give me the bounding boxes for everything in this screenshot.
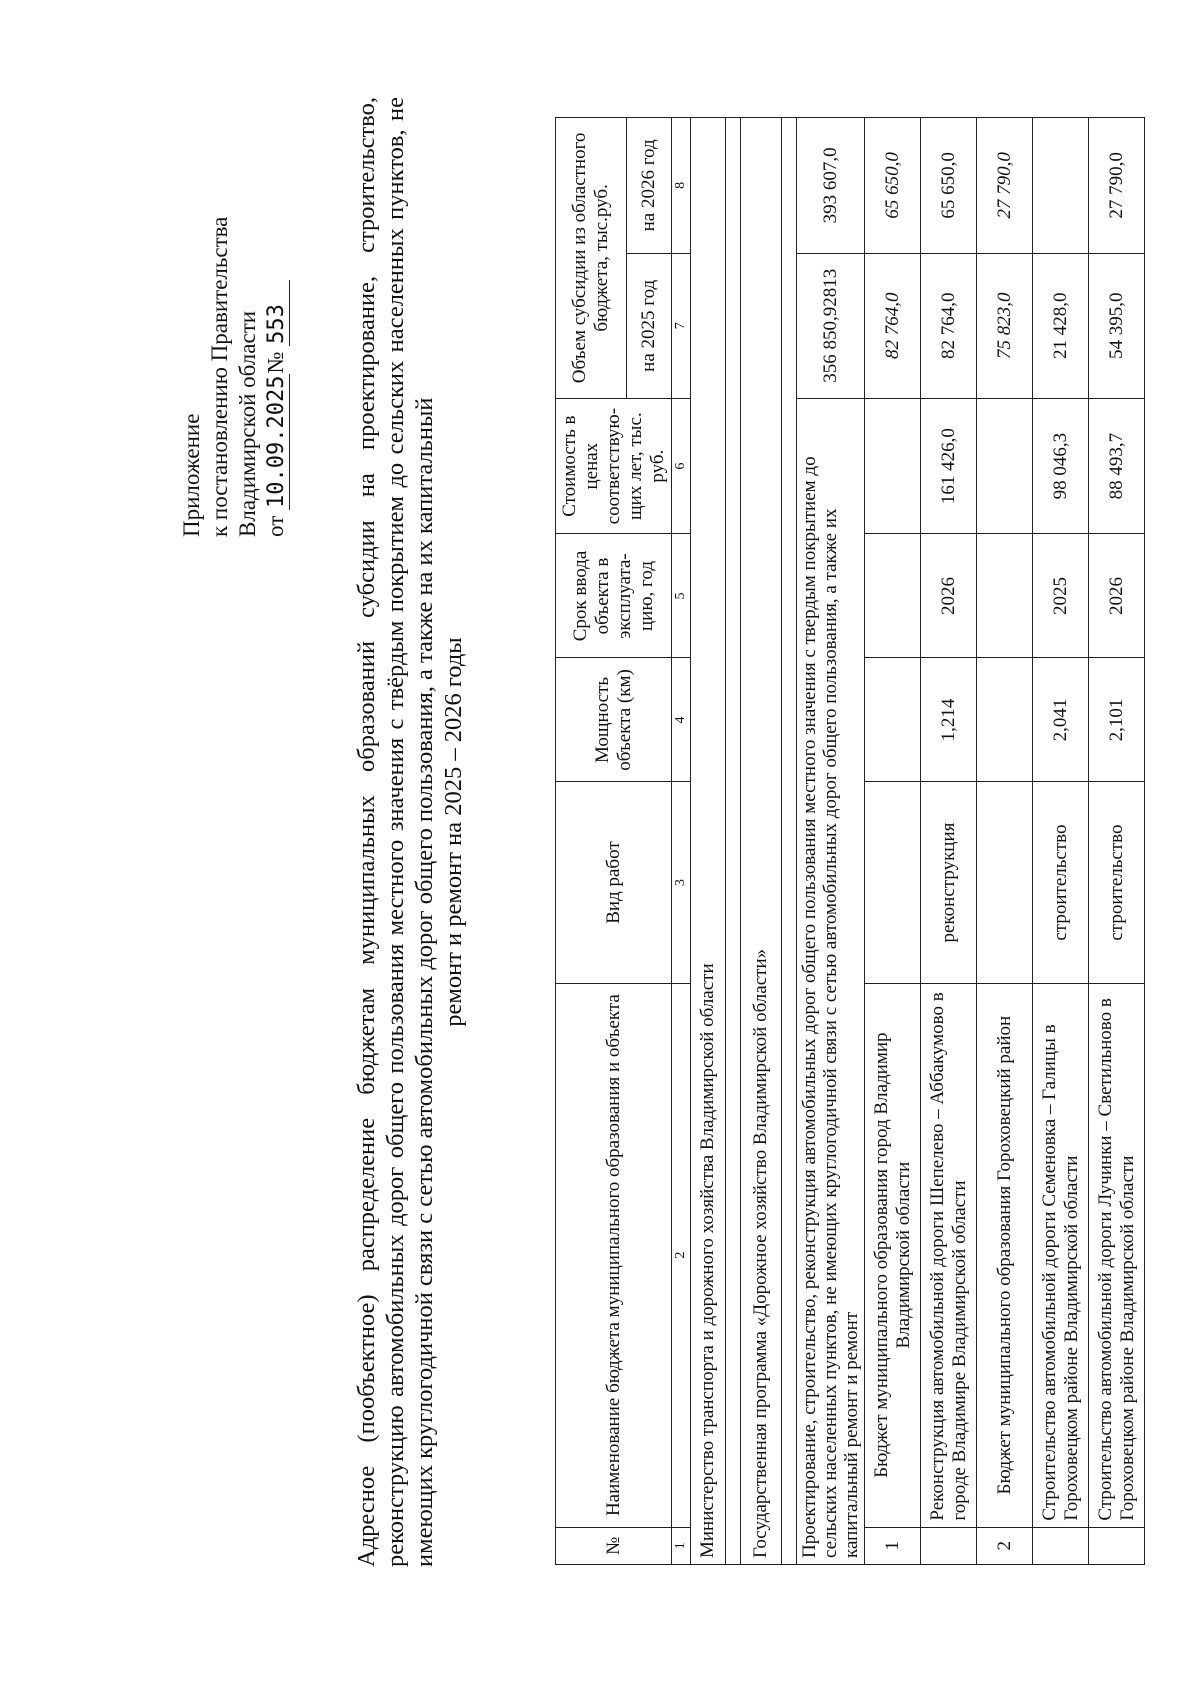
row-2025: 82 764,0	[865, 253, 921, 398]
row-capacity	[865, 658, 921, 782]
row-name: Реконструкция автомобильной дороги Шепелево – Аббакумово в городе Владимире Владимирской области	[921, 983, 977, 1527]
table-row-object	[921, 118, 977, 1565]
direction-2025: 356 850,92813	[797, 253, 865, 398]
table-row-budget	[977, 118, 1033, 1565]
col-number: 6	[672, 398, 691, 534]
row-work	[865, 782, 921, 983]
row-name: Бюджет муниципального образования Гороховецкий район	[977, 983, 1033, 1527]
header-capacity: Мощность объекта (км)	[556, 658, 672, 782]
row-work: строительство	[1033, 782, 1089, 983]
col-number: 5	[672, 534, 691, 658]
row-capacity: 2,041	[1033, 658, 1089, 782]
row-no	[1089, 1527, 1145, 1564]
header-cost: Стоимость в ценах соответствую-щих лет, тыс. руб.	[556, 398, 672, 534]
row-capacity: 1,214	[921, 658, 977, 782]
row-2026	[1033, 118, 1089, 254]
row-work	[977, 782, 1033, 983]
col-number: 3	[672, 782, 691, 983]
table-row-budget	[865, 118, 921, 1565]
row-capacity	[977, 658, 1033, 782]
table-row-object	[1033, 118, 1089, 1565]
row-name: Строительство автомобильной дороги Лучинки – Светильново в Гороховецком районе Владимирской области	[1089, 983, 1145, 1527]
ministry-row	[691, 118, 726, 1565]
row-no: 2	[977, 1527, 1033, 1564]
row-cost	[977, 398, 1033, 534]
header-name: Наименование бюджета муниципального образования и объекта	[556, 983, 672, 1527]
title-text: Адресное (пообъектное) распределение бюджетам муниципальных образований субсидии на проектирование, строительство, реконструкцию автомобильных дорог общего пользования местного значения с твёрдым покрытием до сельских населенных пунктов, не имеющих круглогодичной связи с сетью автомобильных дорог общего пользования, а также на их капитальный	[353, 97, 438, 1567]
header-no: №	[556, 1527, 672, 1564]
col-number: 2	[672, 983, 691, 1527]
row-term: 2026	[921, 534, 977, 658]
decree-number: 553	[265, 280, 290, 346]
row-term	[977, 534, 1033, 658]
row-2025: 82 764,0	[921, 253, 977, 398]
column-numbers-row	[672, 118, 691, 1565]
number-label: №	[263, 351, 288, 374]
row-cost: 98 046,3	[1033, 398, 1089, 534]
from-label: от	[263, 515, 288, 537]
row-2026: 65 650,0	[921, 118, 977, 254]
row-2025: 75 823,0	[977, 253, 1033, 398]
col-number: 7	[672, 253, 691, 398]
direction-2026: 393 607,0	[797, 118, 865, 254]
row-2025: 21 428,0	[1033, 253, 1089, 398]
program-name: Государственная программа «Дорожное хозяйство Владимирской области»	[741, 118, 782, 1565]
document-title	[352, 97, 468, 1567]
row-2025: 54 395,0	[1089, 253, 1145, 398]
approval-line-2: к постановлению Правительства	[207, 216, 232, 537]
row-capacity: 2,101	[1089, 658, 1145, 782]
program-row	[741, 118, 782, 1565]
row-cost: 88 493,7	[1089, 398, 1145, 534]
row-no	[1033, 1527, 1089, 1564]
direction-row	[797, 118, 865, 1565]
row-cost: 161 426,0	[921, 398, 977, 534]
header-2025: на 2025 год	[627, 253, 672, 398]
row-2026: 65 650,0	[865, 118, 921, 254]
ministry-name: Министерство транспорта и дорожного хозяйства Владимирской области	[691, 118, 726, 1565]
header-subsidy: Объем субсидии из областного бюджета, тыс.руб.	[556, 118, 627, 399]
approval-date-line	[262, 157, 290, 537]
header-work: Вид работ	[556, 782, 672, 983]
decree-date: 10.09.2025	[264, 375, 289, 508]
row-cost	[865, 398, 921, 534]
spacer-row	[782, 118, 797, 1565]
approval-block	[178, 157, 290, 537]
row-2026: 27 790,0	[977, 118, 1033, 254]
row-work: строительство	[1089, 782, 1145, 983]
row-term	[865, 534, 921, 658]
row-2026: 27 790,0	[1089, 118, 1145, 254]
header-2026: на 2026 год	[627, 118, 672, 254]
row-name: Строительство автомобильной дороги Семеновка – Галицы в Гороховецком районе Владимирской области	[1033, 983, 1089, 1527]
table-row-object	[1089, 118, 1145, 1565]
row-no: 1	[865, 1527, 921, 1564]
col-number: 8	[672, 118, 691, 254]
row-no	[921, 1527, 977, 1564]
approval-line-1: Приложение	[179, 413, 204, 537]
row-work: реконструкция	[921, 782, 977, 983]
col-number: 1	[672, 1527, 691, 1564]
title-last-line: ремонт и ремонт на 2025 – 2026 годы	[440, 637, 467, 1027]
header-term: Срок ввода объекта в эксплуата-цию, год	[556, 534, 672, 658]
row-term: 2025	[1033, 534, 1089, 658]
col-number: 4	[672, 658, 691, 782]
spacer-row	[726, 118, 741, 1565]
row-name: Бюджет муниципального образования город Владимир Владимирской области	[865, 983, 921, 1527]
subsidy-table	[555, 117, 1145, 1565]
approval-line-3: Владимирской области	[235, 310, 260, 537]
direction-text: Проектирование, строительство, реконструкция автомобильных дорог общего пользования местного значения с твердым покрытием до сельских населенных пунктов, не имеющих круглогодичной связи с сетью автомобильных дорог общего пользования, а также их капитальный ремонт и ремонт	[797, 398, 865, 1564]
row-term: 2026	[1089, 534, 1145, 658]
